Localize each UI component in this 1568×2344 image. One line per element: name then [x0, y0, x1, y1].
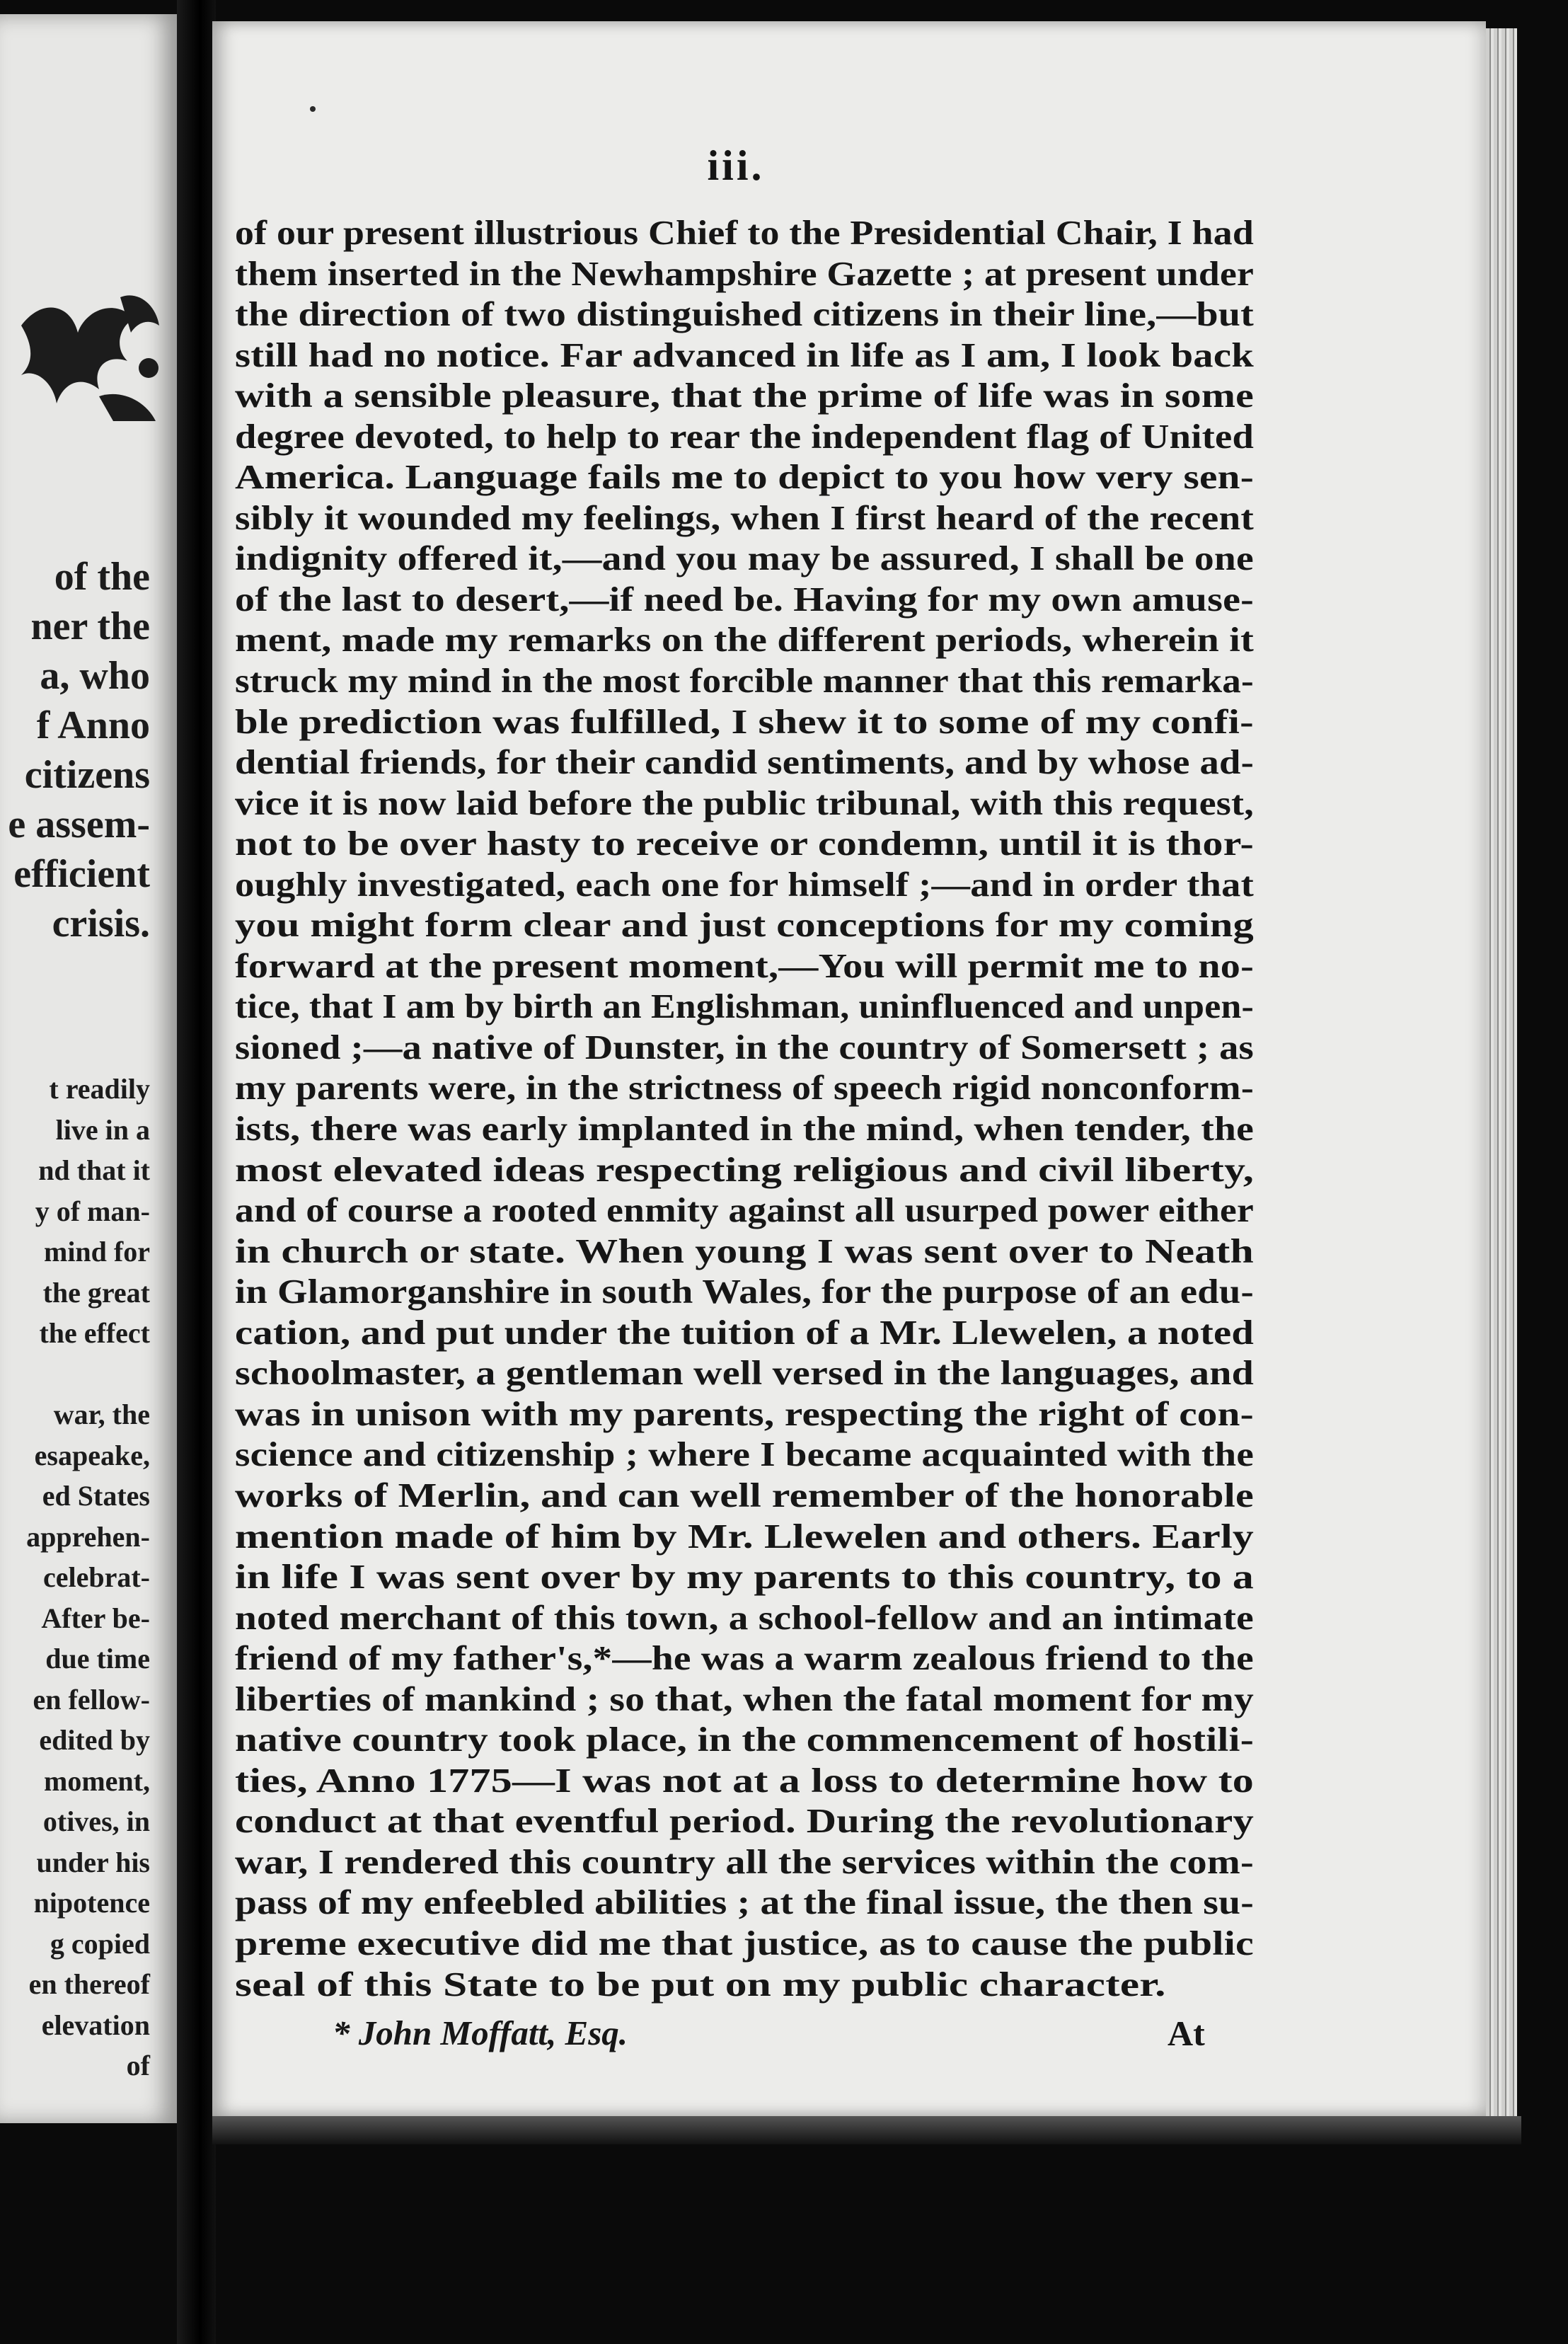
left-text-line: en thereof — [28, 1968, 150, 2000]
page-number: iii. — [707, 142, 765, 189]
footnote: * John Moffatt, Esq. — [333, 2013, 628, 2052]
text-line: indignity offered it,—and you may be assured, I shall be one — [235, 539, 1254, 578]
left-text-line: elevation — [41, 2009, 150, 2041]
text-line: war, I rendered this country all the services within the com- — [235, 1842, 1254, 1881]
text-line: ble prediction was fulfilled, I shew it to some of my confi- — [235, 701, 1254, 741]
text-line: in life I was sent over by my parents to this country, to a — [235, 1557, 1255, 1597]
text-line: with a sensible pleasure, that the prime of life was in some — [235, 376, 1255, 415]
text-line: noted merchant of this town, a school-fellow and an intimate — [235, 1597, 1254, 1637]
ink-speck — [310, 106, 316, 112]
left-title-line: citizens — [24, 753, 150, 797]
ornament-icon — [14, 283, 170, 425]
left-text-line: ed States — [42, 1480, 150, 1512]
text-line: in Glamorganshire in south Wales, for the purpose of an edu- — [235, 1272, 1254, 1311]
left-text-line: nd that it — [38, 1154, 150, 1186]
left-text-line: t readily — [49, 1073, 150, 1105]
text-line: in church or state. When young I was sent over to Neath — [235, 1231, 1255, 1270]
text-line: my parents were, in the strictness of speech rigid nonconform- — [235, 1068, 1254, 1108]
left-title-line: f Anno — [36, 703, 150, 747]
text-line: ties, Anno 1775—I was not at a loss to determine how to — [235, 1760, 1255, 1800]
text-line: ists, there was early implanted in the mind, when tender, the — [235, 1109, 1255, 1149]
left-text-line: esapeake, — [34, 1439, 150, 1471]
catchword: At — [1168, 2013, 1205, 2053]
text-line: vice it is now laid before the public tribunal, with this request, — [235, 783, 1255, 822]
left-title-line: crisis. — [52, 902, 150, 946]
text-line: schoolmaster, a gentleman well versed in the languages, and — [235, 1353, 1254, 1393]
left-title-fragment — [0, 552, 150, 948]
text-line: tice, that I am by birth an Englishman, uninfluenced and unpen- — [235, 987, 1255, 1026]
left-text-line: war, the — [53, 1398, 150, 1430]
text-line: preme executive did me that justice, as to cause the public — [235, 1923, 1254, 1963]
text-line: cation, and put under the tuition of a Mr. Llewelen, a noted — [235, 1312, 1255, 1352]
left-text-line: After be- — [41, 1602, 150, 1634]
left-text-line — [0, 1354, 150, 1395]
left-body-fragment — [0, 1069, 150, 2086]
book-gutter — [177, 0, 216, 2344]
page-edges — [1486, 28, 1517, 2116]
text-line: friend of my father's,*—he was a warm zealous friend to the — [235, 1638, 1254, 1678]
left-title-line: ner the — [30, 604, 150, 648]
left-title-line: efficient — [13, 852, 150, 896]
left-title-line: e assem- — [8, 803, 150, 846]
text-line: and of course a rooted enmity against all usurped power either — [235, 1190, 1254, 1230]
left-text-line: edited by — [39, 1724, 150, 1756]
text-line: you might form clear and just conceptions for my coming — [235, 905, 1254, 945]
text-line: still had no notice. Far advanced in life as I am, I look back — [235, 335, 1254, 374]
left-text-line: y of man- — [35, 1195, 150, 1227]
text-line: forward at the present moment,—You will permit me to no- — [235, 946, 1255, 985]
left-facing-page — [0, 14, 177, 2123]
text-line: struck my mind in the most forcible manner that this remarka- — [235, 661, 1254, 701]
left-title-line: of the — [54, 555, 150, 599]
left-text-line: mind for — [44, 1236, 150, 1268]
left-text-line: due time — [45, 1643, 150, 1674]
text-line: was in unison with my parents, respecting the right of con- — [235, 1394, 1254, 1433]
text-line: of the last to desert,—if need be. Having for my own amuse- — [235, 579, 1255, 619]
left-text-line: en fellow- — [33, 1683, 150, 1716]
text-line: works of Merlin, and can well remember of the honorable — [235, 1475, 1254, 1515]
left-text-line: live in a — [55, 1113, 150, 1146]
text-line: degree devoted, to help to rear the independent flag of United — [235, 416, 1255, 456]
left-text-line: otives, in — [42, 1805, 150, 1837]
text-line: science and citizenship ; where I became acquainted with the — [235, 1435, 1255, 1474]
text-line: conduct at that eventful period. During the revolutionary — [235, 1801, 1254, 1841]
text-line: pass of my enfeebled abilities ; at the final issue, the then su- — [235, 1883, 1255, 1922]
text-line: of our present illustrious Chief to the Presidential Chair, I had — [235, 213, 1255, 252]
left-text-line: nipotence — [33, 1887, 150, 1919]
left-title-line: a, who — [40, 654, 150, 698]
text-line: the direction of two distinguished citizens in their line,—but — [235, 294, 1255, 334]
text-line: dential friends, for their candid sentiments, and by whose ad- — [235, 742, 1255, 782]
text-line: sioned ;—a native of Dunster, in the country of Somersett ; as — [235, 1027, 1254, 1067]
bottom-shadow — [212, 2116, 1521, 2144]
text-line: liberties of mankind ; so that, when the fatal moment for my — [235, 1679, 1254, 1718]
left-text-line: apprehen- — [26, 1520, 150, 1553]
text-line: most elevated ideas respecting religious and civil liberty, — [235, 1149, 1255, 1189]
text-line: sibly it wounded my feelings, when I first heard of the recent — [235, 498, 1255, 537]
text-line: not to be over hasty to receive or condemn, until it is thor- — [235, 824, 1254, 863]
left-text-line: moment, — [44, 1764, 150, 1797]
text-line: America. Language fails me to depict to you how very sen- — [235, 457, 1255, 497]
left-text-line: the effect — [39, 1317, 150, 1349]
text-line: ment, made my remarks on the different periods, wherein it — [235, 620, 1254, 660]
text-line: them inserted in the Newhampshire Gazette ; at present under — [235, 253, 1255, 293]
left-text-line: of — [126, 2050, 150, 2081]
text-line: oughly investigated, each one for himself ;—and in order that — [235, 864, 1254, 904]
main-text-block — [235, 212, 1254, 2004]
text-line: native country took place, in the commencement of hostili- — [235, 1720, 1254, 1759]
left-text-line: under his — [36, 1846, 150, 1878]
left-text-line: g copied — [50, 1927, 150, 1960]
left-text-line: celebrat- — [42, 1561, 150, 1593]
text-line: mention made of him by Mr. Llewelen and others. Early — [235, 1516, 1254, 1556]
left-text-line: the great — [42, 1276, 150, 1309]
text-line: seal of this State to be put on my public character. — [235, 1964, 1166, 2004]
